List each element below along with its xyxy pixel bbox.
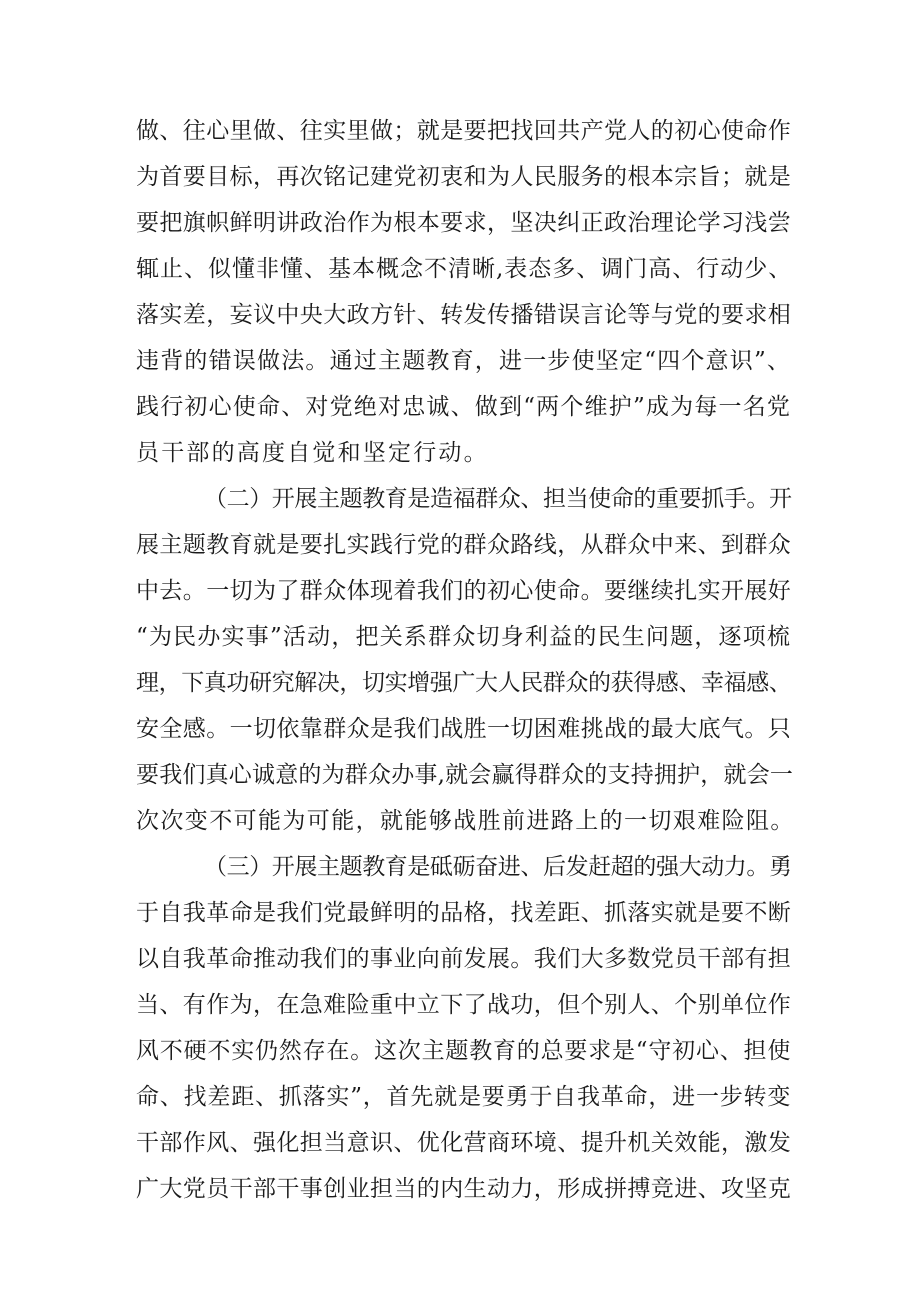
text-line: 安全感。一切依靠群众是我们战胜一切困难挑战的最大底气。只 [136,716,792,742]
text-line: 要把旗帜鲜明讲政治作为根本要求，坚决纠正政治理论学习浅尝 [136,210,792,236]
text-line: 为首要目标，再次铭记建党初衷和为人民服务的根本宗旨；就是 [136,164,792,190]
text-line: 践行初心使命、对党绝对忠诚、做到“两个维护”成为每一名党 [136,394,792,420]
text-line: 以自我革命推动我们的事业向前发展。我们大多数党员干部有担 [136,946,792,972]
text-line: 命、找差距、抓落实”，首先就是要勇于自我革命，进一步转变 [136,1084,792,1110]
text-line: 员干部的高度自觉和坚定行动。 [136,440,489,466]
text-line: 做、往心里做、往实里做；就是要把找回共产党人的初心使命作 [136,118,792,144]
text-line: 中去。一切为了群众体现着我们的初心使命。要继续扎实开展好 [136,578,792,604]
text-line: 违背的错误做法。通过主题教育，进一步使坚定“四个意识”、 [136,348,792,374]
paragraph-3-first-line: （三）开展主题教育是砥砺奋进、后发赶超的强大动力。勇 [204,854,792,880]
text-line: 次次变不可能为可能，就能够战胜前进路上的一切艰难险阻。 [136,808,795,834]
text-line: 展主题教育就是要扎实践行党的群众路线，从群众中来、到群众 [136,532,792,558]
text-line: 干部作风、强化担当意识、优化营商环境、提升机关效能，激发 [136,1130,792,1156]
text-line: 要我们真心诚意的为群众办事,就会赢得群众的支持拥护，就会一 [136,762,794,788]
text-line: 理，下真功研究解决，切实增强广大人民群众的获得感、幸福感、 [136,670,792,696]
paragraph-2-first-line: （二）开展主题教育是造福群众、担当使命的重要抓手。开 [204,486,792,512]
text-line: 辄止、似懂非懂、基本概念不清晰,表态多、调门高、行动少、 [136,256,793,282]
text-line: 当、有作为，在急难险重中立下了战功，但个别人、个别单位作 [136,992,792,1018]
text-line: 广大党员干部干事创业担当的内生动力，形成拼搏竞进、攻坚克 [136,1176,792,1202]
text-line: 风不硬不实仍然存在。这次主题教育的总要求是“守初心、担使 [136,1038,792,1064]
text-line: “为民办实事”活动，把关系群众切身利益的民生问题，逐项梳 [136,624,792,650]
text-line: 落实差，妄议中央大政方针、转发传播错误言论等与党的要求相 [136,302,792,328]
text-line: 于自我革命是我们党最鲜明的品格，找差距、抓落实就是要不断 [136,900,792,926]
